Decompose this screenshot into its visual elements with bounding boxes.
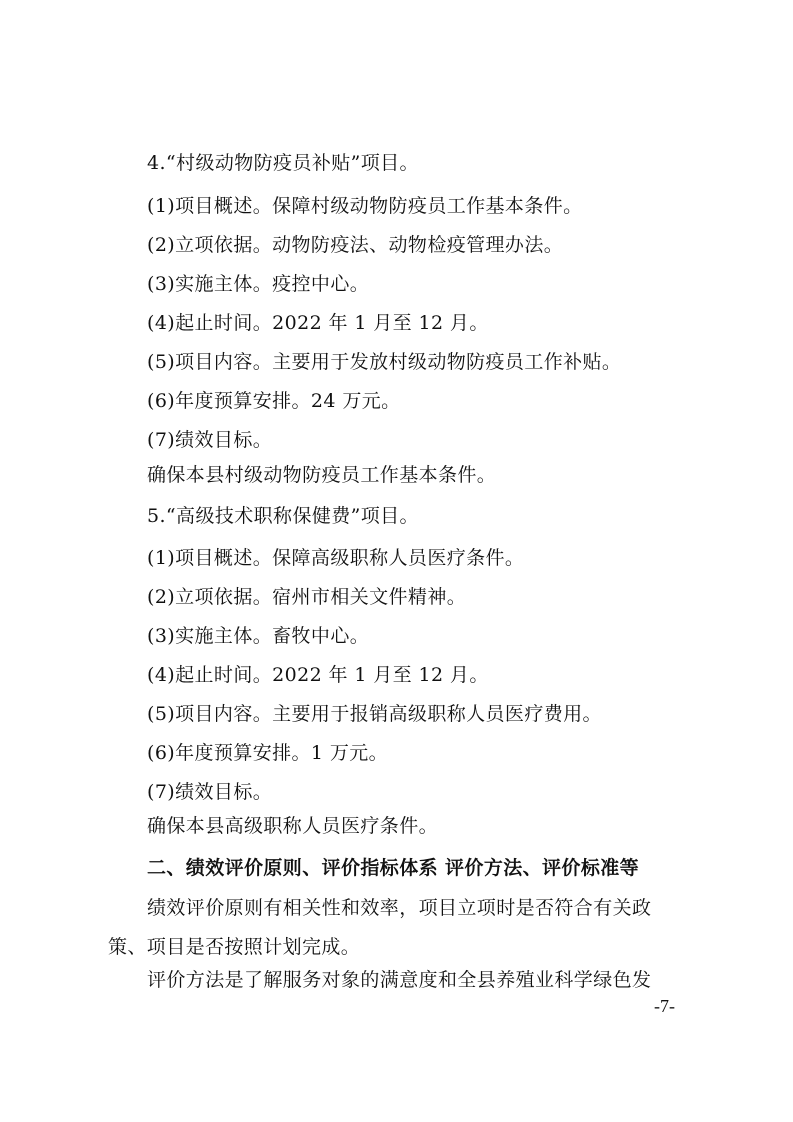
section-two-heading: 二、绩效评价原则、评价指标体系 评价方法、评价标准等 <box>147 857 640 879</box>
section-4-item-7: (7)绩效目标。 <box>147 429 273 451</box>
section-5-item-3: (3)实施主体。畜牧中心。 <box>147 625 370 647</box>
section-5-item-7: (7)绩效目标。 <box>147 781 273 803</box>
section-5-item-1: (1)项目概述。保障高级职称人员医疗条件。 <box>147 547 525 569</box>
section-5-goal: 确保本县高级职称人员医疗条件。 <box>147 815 439 837</box>
section-4-item-4: (4)起止时间。2022 年 1 月至 12 月。 <box>147 312 489 334</box>
section-two-paragraph-1-line-2: 策、项目是否按照计划完成。 <box>108 936 361 958</box>
section-5-item-2: (2)立项依据。宿州市相关文件精神。 <box>147 586 467 608</box>
section-two-paragraph-2-line-1: 评价方法是了解服务对象的满意度和全县养殖业科学绿色发 <box>147 969 652 991</box>
section-4-title: 4.“村级动物防疫员补贴”项目。 <box>147 152 419 174</box>
section-5-title: 5.“高级技术职称保健费”项目。 <box>147 505 419 527</box>
section-5-item-5: (5)项目内容。主要用于报销高级职称人员医疗费用。 <box>147 703 602 725</box>
section-4-item-1: (1)项目概述。保障村级动物防疫员工作基本条件。 <box>147 195 583 217</box>
section-4-item-6: (6)年度预算安排。24 万元。 <box>147 390 401 412</box>
section-4-item-5: (5)项目内容。主要用于发放村级动物防疫员工作补贴。 <box>147 351 622 373</box>
section-4-goal: 确保本县村级动物防疫员工作基本条件。 <box>147 464 497 486</box>
section-4-item-3: (3)实施主体。疫控中心。 <box>147 273 370 295</box>
section-5-item-6: (6)年度预算安排。1 万元。 <box>147 742 389 764</box>
section-two-paragraph-1-line-1: 绩效评价原则有相关性和效率，项目立项时是否符合有关政 <box>147 897 652 919</box>
section-4-item-2: (2)立项依据。动物防疫法、动物检疫管理办法。 <box>147 234 564 256</box>
page-number: -7- <box>654 996 675 1016</box>
section-5-item-4: (4)起止时间。2022 年 1 月至 12 月。 <box>147 664 489 686</box>
